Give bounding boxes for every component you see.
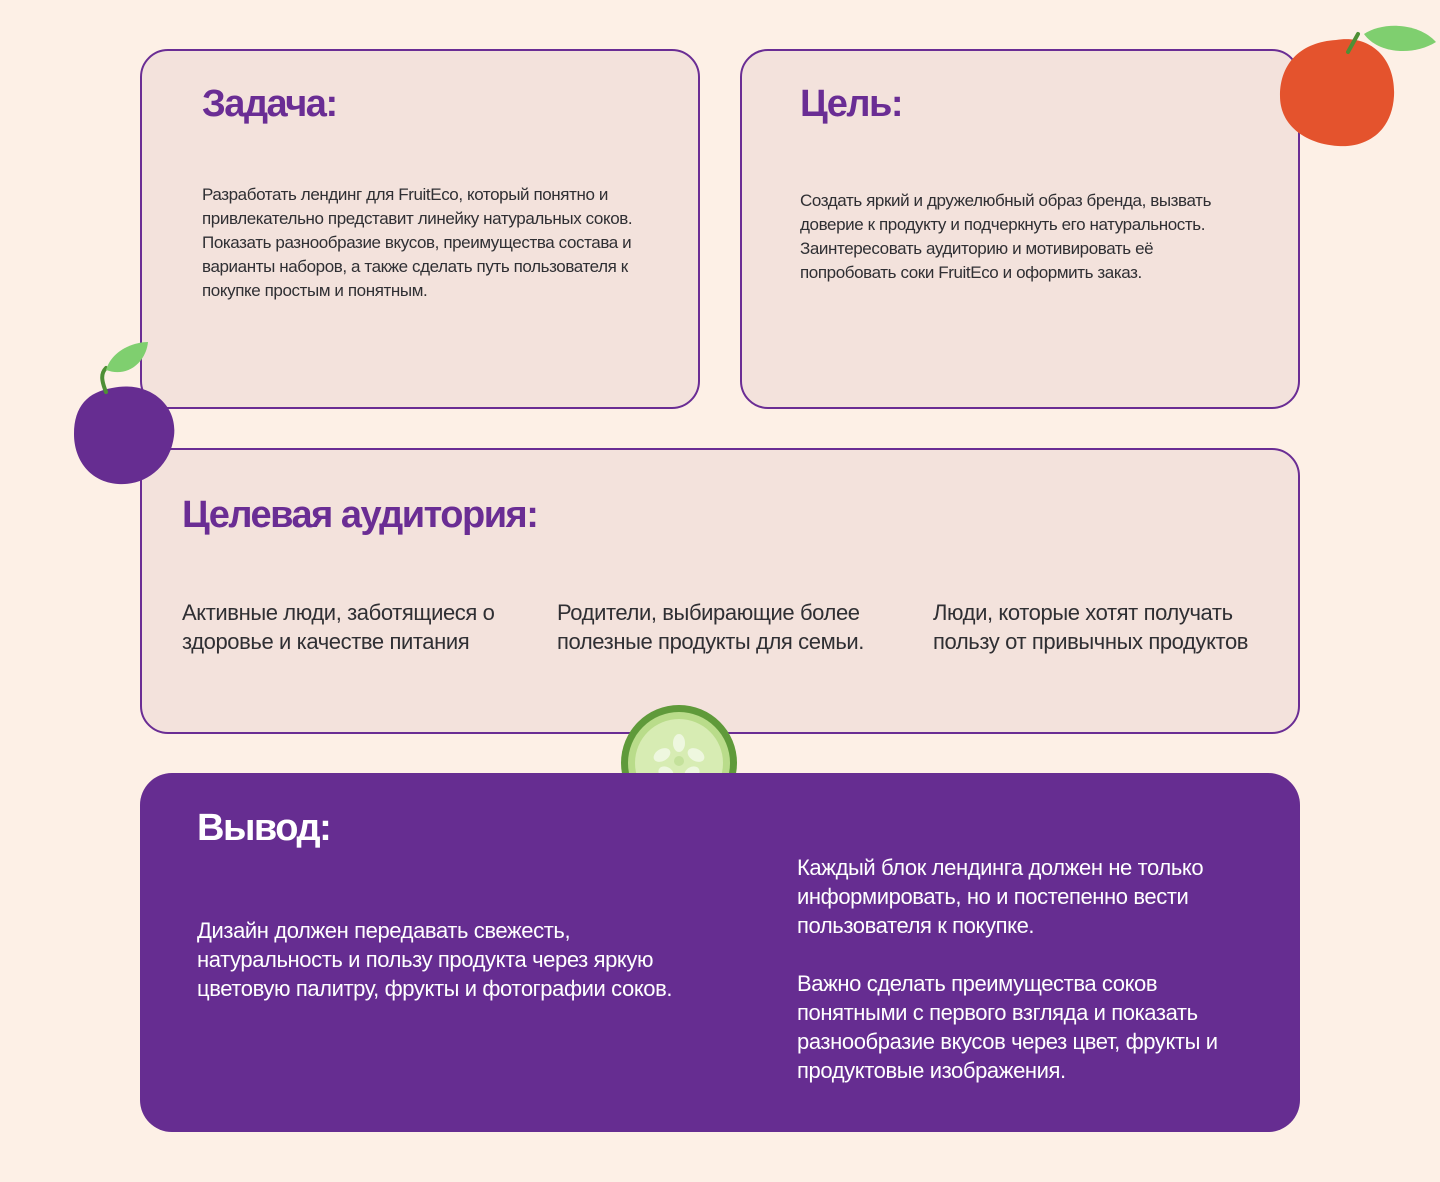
conclusion-card	[140, 773, 1300, 1132]
audience-title: Целевая аудитория:	[182, 494, 538, 536]
conclusion-paragraph: Важно сделать преимущества соков понятными с первого взгляда и показать разнообразие вкусов через цвет, фрукты и продуктовые изображения.	[797, 971, 1218, 1083]
audience-item: Родители, выбирающие более полезные продукты для семьи.	[557, 600, 864, 654]
goal-card	[740, 49, 1300, 409]
task-card	[140, 49, 700, 409]
goal-text: Создать яркий и дружелюбный образ бренда, вызвать доверие к продукту и подчеркнуть его натуральность. Заинтересовать аудиторию и мотивировать её попробовать соки FruitEco и оформить заказ.	[800, 191, 1212, 282]
audience-item: Люди, которые хотят получать пользу от привычных продуктов	[933, 600, 1249, 654]
task-title: Задача:	[202, 83, 337, 125]
conclusion-title: Вывод:	[197, 807, 331, 849]
audience-item: Активные люди, заботящиеся о здоровье и качестве питания	[182, 600, 495, 654]
conclusion-paragraph: Каждый блок лендинга должен не только информировать, но и постепенно вести пользователя к покупке.	[797, 855, 1204, 938]
task-text: Разработать лендинг для FruitEco, который понятно и привлекательно представит линейку натуральных соков. Показать разнообразие вкусов, преимущества состава и варианты наборов, а также сделать путь пользователя к покупке простым и понятным.	[202, 185, 633, 300]
conclusion-left-text: Дизайн должен передавать свежесть, натуральность и пользу продукта через яркую цветовую палитру, фрукты и фотографии соков.	[197, 918, 673, 1001]
audience-card	[140, 448, 1300, 734]
plum-fruit-icon	[72, 340, 182, 488]
goal-title: Цель:	[800, 83, 903, 125]
conclusion-right-text	[797, 853, 1247, 1114]
orange-fruit-icon	[1278, 22, 1440, 152]
